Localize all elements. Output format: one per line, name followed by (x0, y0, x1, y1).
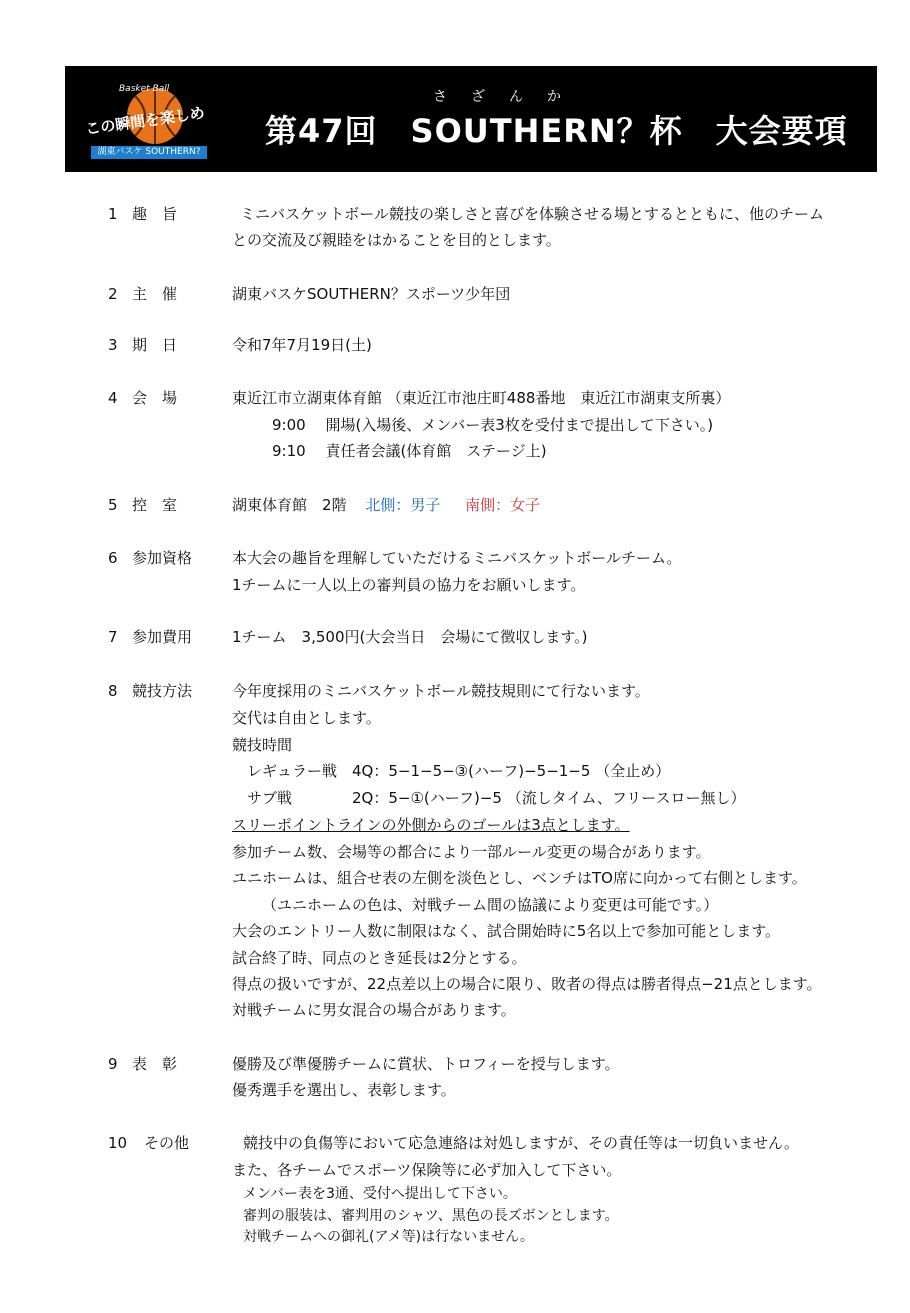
section-label: 期 日 (132, 336, 178, 354)
section-number: 2 (108, 285, 118, 303)
section-label: 参加資格 (132, 549, 193, 567)
text-line: 湖東バスケSOUTHERN？スポーツ少年団 (232, 285, 511, 303)
logo-slogan: この瞬間を楽しめ (84, 103, 206, 139)
text-line: 交代は自由とします。 (232, 709, 381, 727)
text-line: との交流及び親睦をはかることを目的とします。 (232, 231, 561, 249)
text-line: レギュラー戦 4Q：5−1−5−③(ハーフ)−5−1−5 （全止め） (247, 762, 671, 780)
logo-script-text: Basket Ball (119, 84, 170, 94)
section-number: 1 (108, 205, 118, 223)
text-line: 審判の服装は、審判用のシャツ、黒色の長ズボンとします。 (243, 1208, 619, 1224)
text-line: 試合終了時、同点のとき延長は2分とする。 (232, 949, 527, 967)
text-line: 1チーム 3,500円(大会当日 会場にて徴収します。) (232, 628, 588, 646)
text-line: 令和7年7月19日(土) (232, 336, 372, 354)
text-line: 得点の扱いですが、22点差以上の場合に限り、敗者の得点は勝者得点−21点とします。 (232, 975, 822, 993)
section-number: 7 (108, 628, 118, 646)
team-logo (85, 78, 209, 162)
text-line: サブ戦 2Q：5−①(ハーフ)−5 （流しタイム、フリースロー無し） (247, 789, 746, 807)
text-line: 1チームに一人以上の審判員の協力をお願いします。 (232, 576, 586, 594)
title-ruby: さざんか (433, 89, 585, 105)
text-line: 大会のエントリー人数に制限はなく、試合開始時に5名以上で参加可能とします。 (232, 922, 781, 940)
text-line: 競技中の負傷等において応急連絡は対処しますが、その責任等は一切負いません。 (243, 1134, 799, 1152)
south-side-girls: 南側：女子 (465, 496, 541, 514)
text-line: 9:10 責任者会議(体育館 ステージ上) (272, 442, 547, 460)
section-number: 9 (108, 1055, 118, 1073)
text-line: 優勝及び準優勝チームに賞状、トロフィーを授与します。 (232, 1055, 620, 1073)
room-location: 湖東体育館 2階 (232, 496, 347, 514)
north-side-boys: 北側：男子 (365, 496, 441, 514)
text-line: 東近江市立湖東体育館 （東近江市池庄町488番地 東近江市湖東支所裏） (232, 389, 731, 407)
text-line: 対戦チームに男女混合の場合があります。 (232, 1001, 516, 1019)
header-banner (65, 66, 877, 172)
section-label: 趣 旨 (132, 205, 178, 223)
text-line: 本大会の趣旨を理解していただけるミニバスケットボールチーム。 (232, 549, 682, 567)
text-line: また、各チームでスポーツ保険等に必ず加入して下さい。 (232, 1161, 622, 1179)
section-label: 競技方法 (132, 682, 193, 700)
text-line: 今年度採用のミニバスケットボール競技規則にて行ないます。 (232, 682, 650, 700)
section-number: 3 (108, 336, 118, 354)
section-label: 主 催 (132, 285, 178, 303)
section-number: 10 (108, 1134, 128, 1152)
page-title: 第47回 SOUTHERN？杯 大会要項 (265, 112, 848, 150)
section-label: その他 (144, 1134, 190, 1152)
text-line: 対戦チームへの御礼(アメ等)は行ないません。 (243, 1229, 534, 1245)
text-line: 優秀選手を選出し、表彰します。 (232, 1081, 456, 1099)
section-label: 表 彰 (132, 1055, 178, 1073)
text-line: メンバー表を3通、受付へ提出して下さい。 (243, 1186, 517, 1202)
section-label: 会 場 (132, 389, 178, 407)
section-number: 6 (108, 549, 118, 567)
text-line: 参加チーム数、会場等の都合により一部ルール変更の場合があります。 (232, 843, 711, 861)
text-line: ミニバスケットボール競技の楽しさと喜びを体験させる場とするとともに、他のチーム (240, 205, 824, 223)
text-line: 競技時間 (232, 736, 293, 754)
text-line: （ユニホームの色は、対戦チーム間の協議により変更は可能です。） (262, 896, 719, 914)
text-line: ユニホームは、組合せ表の左側を淡色とし、ベンチはTO席に向かって右側とします。 (232, 869, 807, 887)
section-number: 5 (108, 496, 118, 514)
text-line: スリーポイントラインの外側からのゴールは3点とします。 (232, 816, 630, 834)
section-number: 8 (108, 682, 118, 700)
logo-caption: 湖東バスケ SOUTHERN? (91, 146, 207, 159)
text-line: 9:00 開場(入場後、メンバー表3枚を受付まで提出して下さい。) (272, 416, 714, 434)
text-line (232, 493, 540, 517)
section-label: 参加費用 (132, 628, 193, 646)
section-number: 4 (108, 389, 118, 407)
section-label: 控 室 (132, 496, 178, 514)
